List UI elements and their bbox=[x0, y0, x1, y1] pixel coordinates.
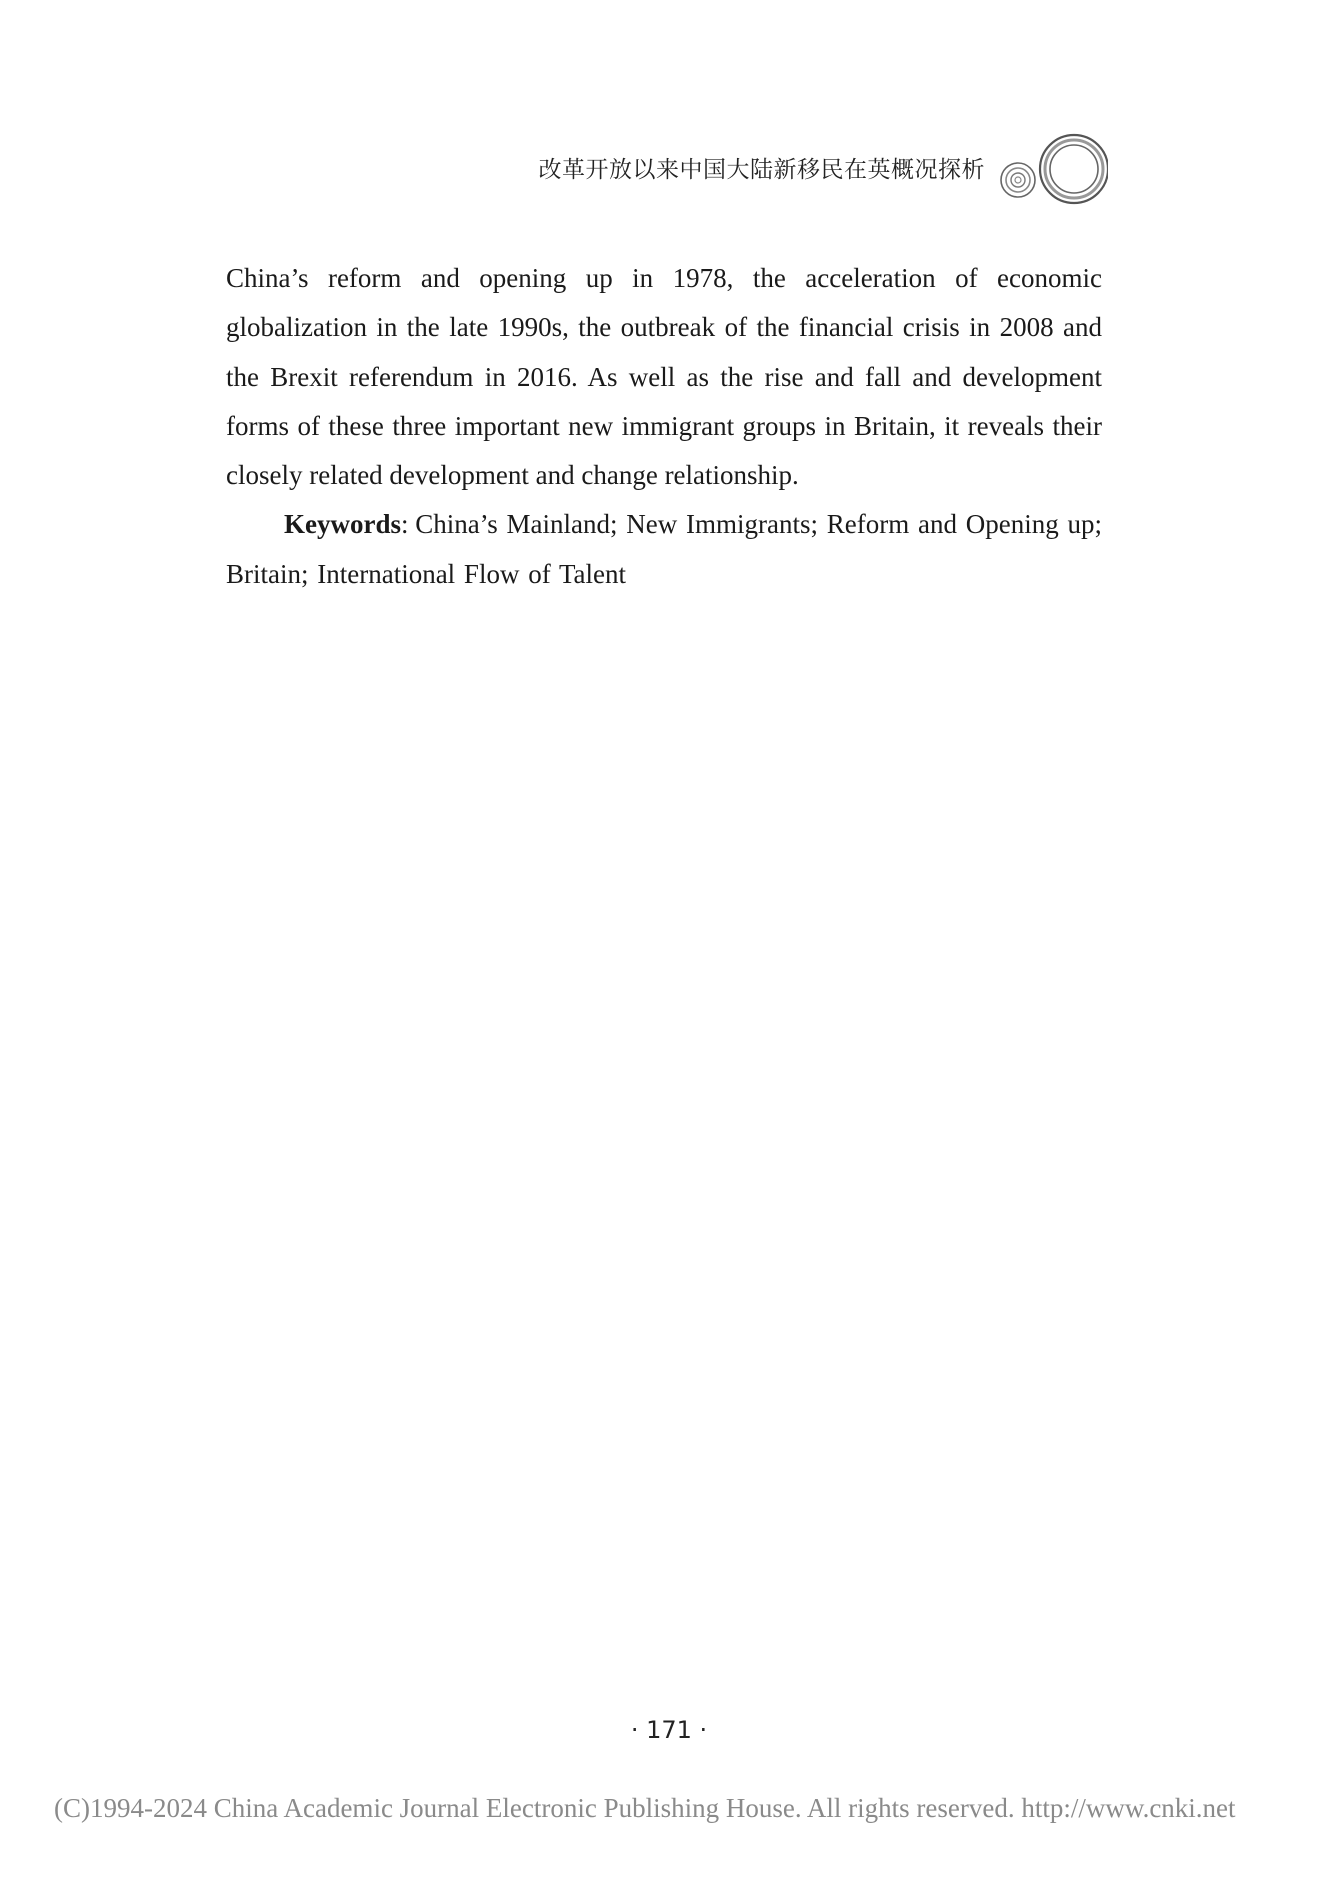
keywords-list: China’s Mainland; New Immigrants; Reform and Opening up; Britain; International Flow of Talent bbox=[226, 509, 1103, 589]
keywords-separator: : bbox=[401, 509, 409, 540]
page-number: · 171 · bbox=[630, 1716, 708, 1744]
concentric-circles-icon bbox=[990, 128, 1108, 210]
running-header-title: 改革开放以来中国大陆新移民在英概况探析 bbox=[538, 157, 985, 183]
copyright-footer: (C)1994-2024 China Academic Journal Electronic Publishing House. All rights reserved. http://www.cnki.net bbox=[54, 1793, 1236, 1823]
abstract-body bbox=[226, 254, 1102, 599]
keywords-paragraph bbox=[226, 500, 1102, 599]
abstract-paragraph: China’s reform and opening up in 1978, the acceleration of economic globalization in the late 1990s, the outbreak of the financial crisis in 2008 and the Brexit referendum in 2016. As well as the rise and fall and development forms of these three important new immigrant groups in Britain, it reveals their closely related development and change relationship. bbox=[226, 263, 1102, 491]
keywords-label: Keywords bbox=[284, 509, 401, 540]
